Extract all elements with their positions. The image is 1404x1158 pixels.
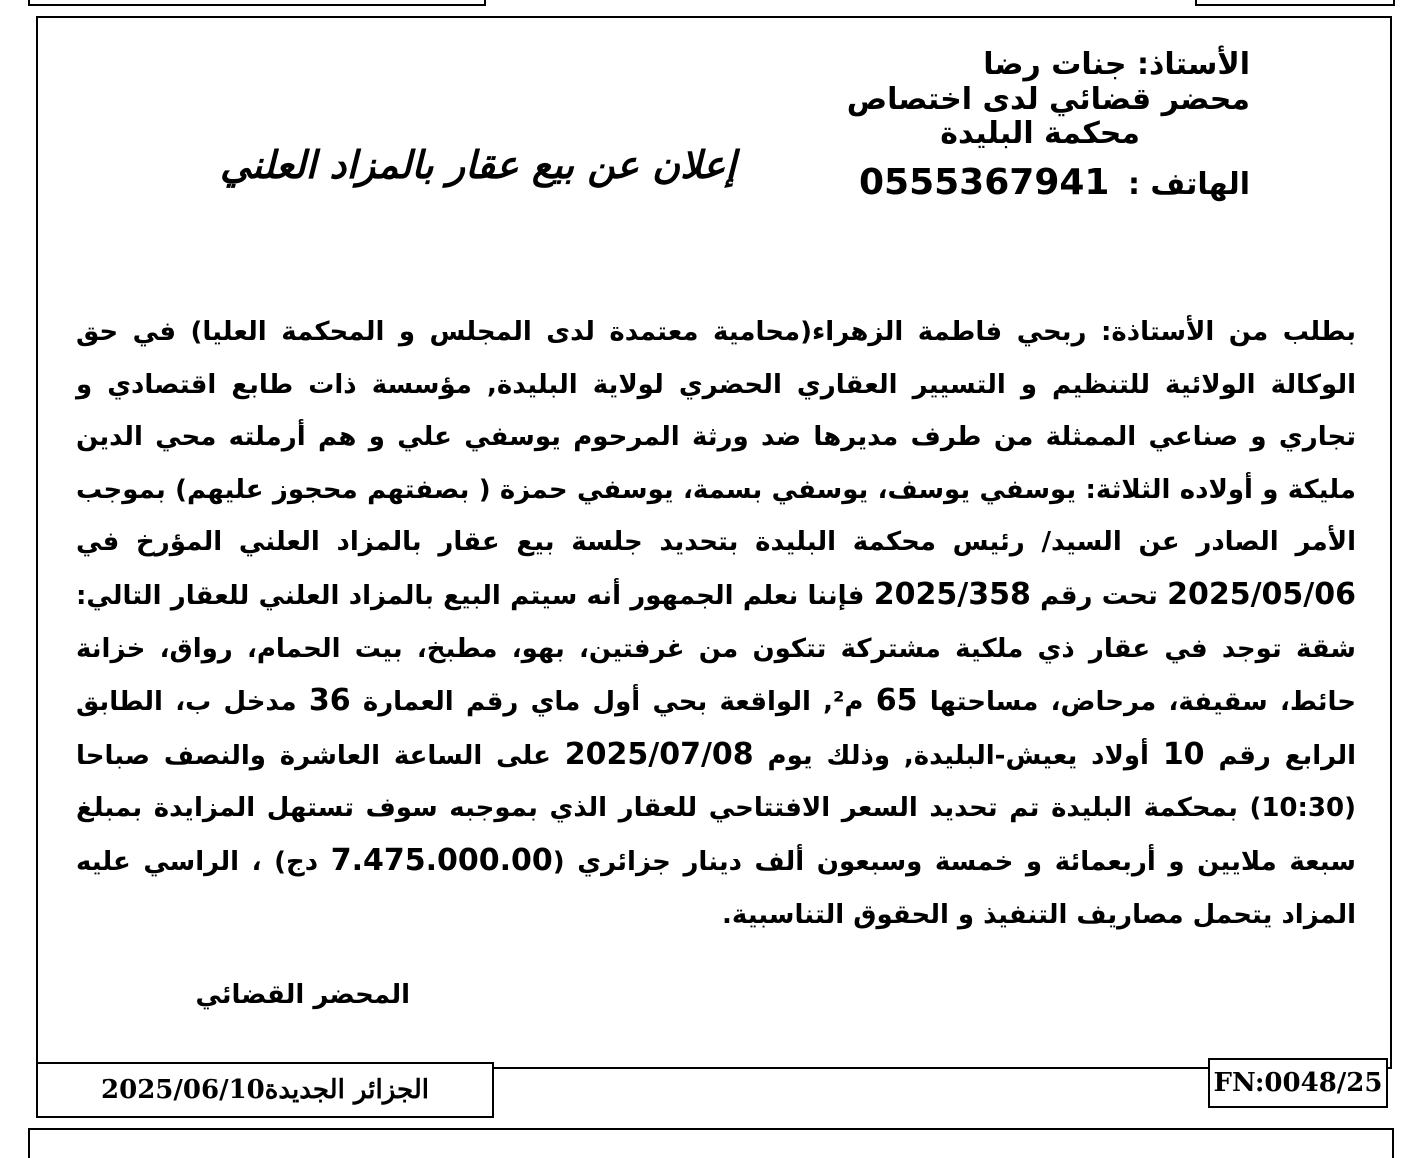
property-area: 65 bbox=[875, 683, 918, 719]
reference-box bbox=[1208, 1058, 1388, 1108]
phone-label: الهاتف : bbox=[1127, 166, 1250, 202]
publication-stamp bbox=[36, 1062, 494, 1118]
opening-price: 7.475.000.00 bbox=[330, 842, 553, 878]
notice-body bbox=[76, 306, 1356, 941]
phone-row bbox=[810, 162, 1250, 203]
body-text-2: تحت رقم bbox=[1040, 580, 1158, 611]
sale-date: 2025/07/08 bbox=[564, 736, 754, 772]
bailiff-name: الأستاذ: جنات رضا bbox=[983, 47, 1250, 82]
adjacent-ad-border-bottom bbox=[28, 1128, 1394, 1158]
body-text-3: فإننا نعلم الجمهور أنه سيتم البيع بالمزاد العلني للعقار التالي: شقة توجد في عقار ذي ملكية مشتركة تتكون من غرفتين، بهو، مطبخ، بيت الحمام، رواق، خزانة حائط، سقيفة، مرحاض، مساحتها bbox=[76, 580, 1356, 718]
court-name: محكمة البليدة bbox=[940, 116, 1140, 151]
body-text-7: على الساعة العاشرة والنصف صباحا (10:30) بمحكمة البليدة تم تحديد السعر الافتتاحي للعقار الذي بموجبه سوف تستهل المزايدة بمبلغ سبعة ملايين و أربعمائة و خمسة وسبعون ألف دينار جزائري ( bbox=[76, 740, 1356, 877]
apartment-number: 10 bbox=[1162, 736, 1205, 772]
phone-number: 0555367941 bbox=[858, 161, 1110, 203]
body-text-6: أولاد يعيش-البليدة, وذلك يوم bbox=[767, 740, 1149, 771]
order-date: 2025/05/06 bbox=[1167, 576, 1356, 612]
order-number: 2025/358 bbox=[873, 576, 1031, 612]
body-text-8: دج) ، الراسي عليه المزاد يتحمل مصاريف التنفيذ و الحقوق التناسبية. bbox=[76, 846, 1356, 930]
building-number: 36 bbox=[308, 683, 351, 719]
bailiff-role: محضر قضائي لدى اختصاص bbox=[846, 81, 1250, 117]
bailiff-info bbox=[810, 48, 1250, 203]
reference-number: FN:0048/25 bbox=[1213, 1068, 1383, 1098]
signature: المحضر القضائي bbox=[195, 980, 410, 1010]
notice-title: إعلان عن بيع عقار بالمزاد العلني bbox=[220, 142, 736, 187]
publication-source: الجزائر الجديدة2025/06/10 bbox=[101, 1075, 429, 1105]
body-text-4: م², الواقعة بحي أول ماي رقم العمارة bbox=[362, 687, 864, 718]
adjacent-ad-border-top-right bbox=[1195, 0, 1395, 6]
adjacent-ad-border-top-left bbox=[28, 0, 486, 6]
body-text-5: مدخل ب، الطابق الرابع رقم bbox=[76, 687, 1356, 771]
body-text-1: بطلب من الأستاذة: ربحي فاطمة الزهراء(محامية معتمدة لدى المجلس و المحكمة العليا) في حق الوكالة الولائية للتنظيم و التسيير العقاري الحضري لولاية البليدة, مؤسسة ذات طابع اقتصادي و تجاري و صناعي الممثلة من طرف مديرها ضد ورثة المرحوم يوسفي علي و هم أرملته محي الدين مليكة و أولاده الثلاثة: يوسفي يوسف، يوسفي بسمة، يوسفي حمزة ( بصفتهم محجوز عليهم) بموجب الأمر الصادر عن السيد/ رئيس محكمة البليدة بتحديد جلسة بيع عقار بالمزاد العلني المؤرخ في bbox=[76, 317, 1356, 558]
